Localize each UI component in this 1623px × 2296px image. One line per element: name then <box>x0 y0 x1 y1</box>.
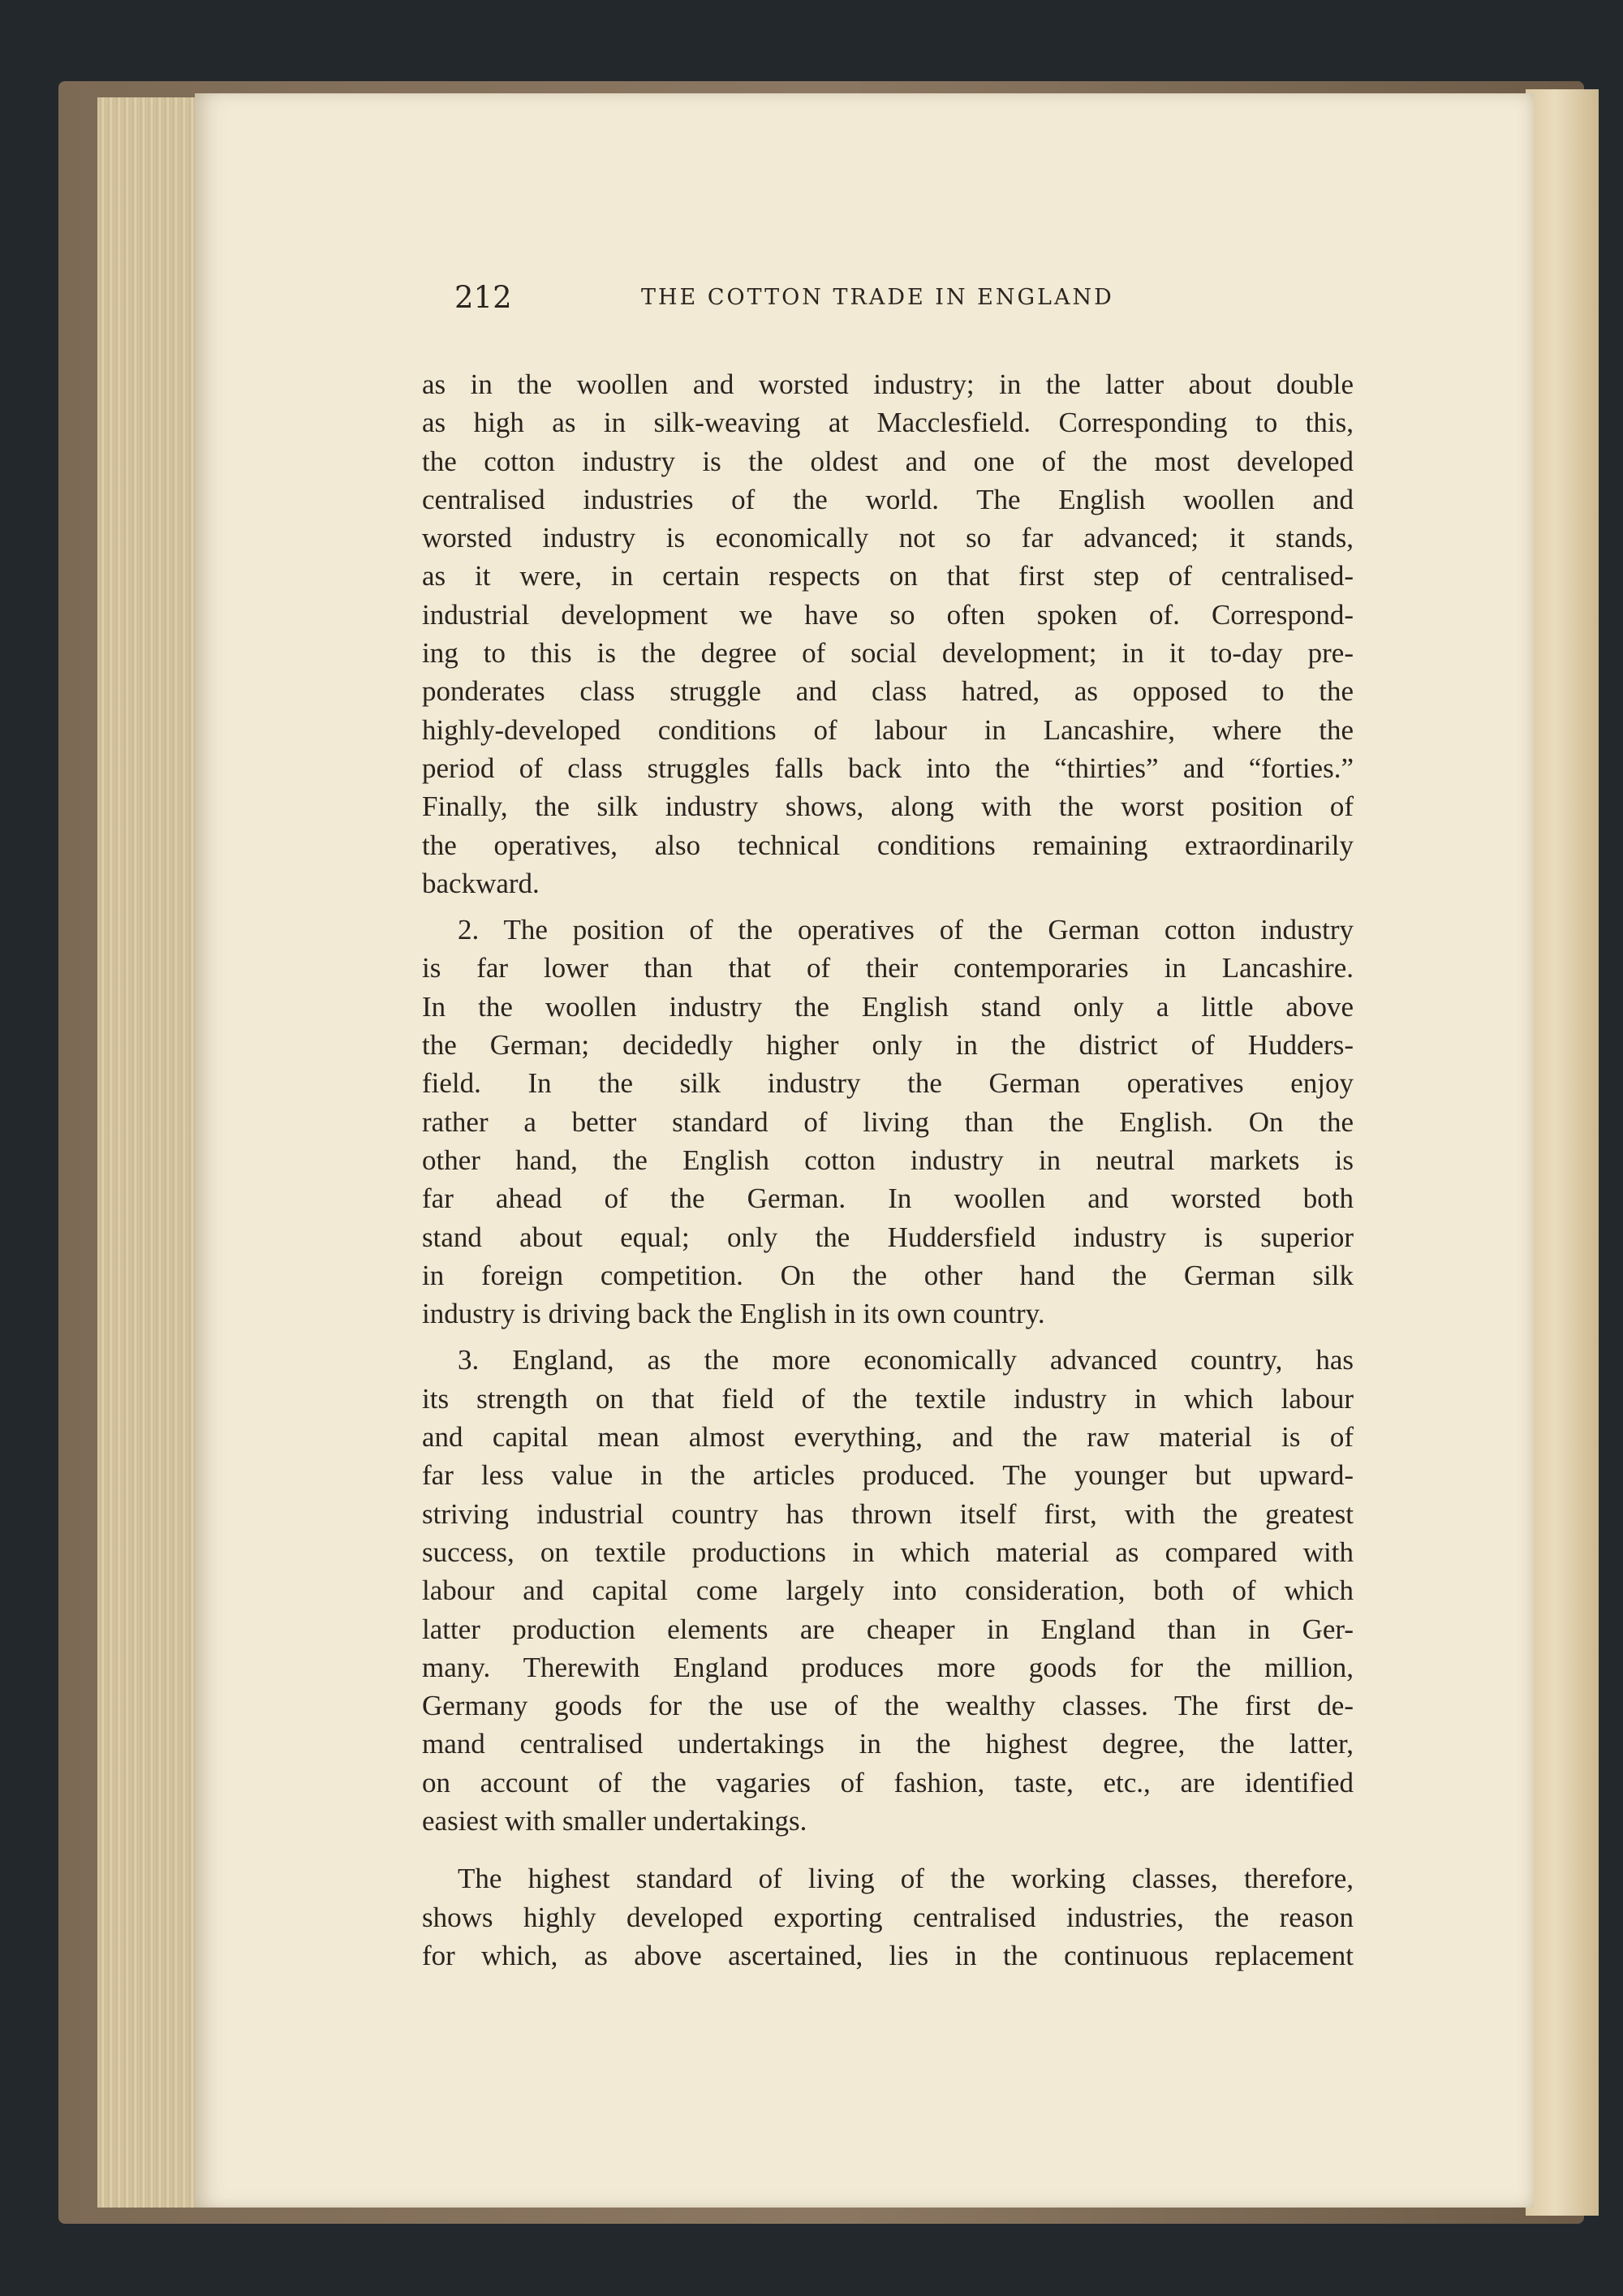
text-line: is far lower than that of their contemporaries in Lancashire. <box>422 952 1354 984</box>
text-line: industry is driving back the English in its own country. <box>422 1298 1045 1330</box>
text-line: rather a better standard of living than the English. On the <box>422 1105 1354 1138</box>
text-line: industrial development we have so often spoken of. Correspond- <box>422 598 1354 631</box>
text-line: shows highly developed exporting centralised industries, the reason <box>422 1901 1354 1933</box>
text-line: the German; decidedly higher only in the district of Hudders- <box>422 1029 1354 1062</box>
paragraph <box>422 1859 1354 1975</box>
text-line: the operatives, also technical conditions remaining extraordinarily <box>422 829 1354 861</box>
text-line: 3. England, as the more economically advanced country, has <box>458 1344 1354 1376</box>
text-line: for which, as above ascertained, lies in the continuous replacement <box>422 1939 1354 1971</box>
text-line: backward. <box>422 867 540 899</box>
running-head <box>454 280 1274 329</box>
text-line: far less value in the articles produced. The younger but upward- <box>422 1459 1354 1492</box>
text-line: on account of the vagaries of fashion, taste, etc., are identified <box>422 1766 1354 1798</box>
page-edges-left <box>97 97 204 2208</box>
text-line: in foreign competition. On the other hand the German silk <box>422 1259 1354 1291</box>
body-text <box>422 365 1354 1975</box>
text-line: as in the woollen and worsted industry; in the latter about double <box>422 368 1354 400</box>
text-line: latter production elements are cheaper in England than in Ger- <box>422 1613 1354 1645</box>
text-line: worsted industry is economically not so far advanced; it stands, <box>422 522 1354 554</box>
page-number: 212 <box>454 280 512 315</box>
text-line: Germany goods for the use of the wealthy classes. The first de- <box>422 1690 1354 1722</box>
text-line: centralised industries of the world. The English woollen and <box>422 483 1354 515</box>
text-line: ponderates class struggle and class hatred, as opposed to the <box>422 675 1354 708</box>
paragraph <box>422 365 1354 902</box>
paragraph <box>422 911 1354 1333</box>
text-line: field. In the silk industry the German operatives enjoy <box>422 1067 1354 1100</box>
text-line: other hand, the English cotton industry in neutral markets is <box>422 1144 1354 1176</box>
text-line: many. Therewith England produces more goods for the million, <box>422 1651 1354 1683</box>
running-title: THE COTTON TRADE IN ENGLAND <box>641 285 1114 310</box>
text-line: as it were, in certain respects on that first step of centralised- <box>422 560 1354 592</box>
text-line: success, on textile productions in which material as compared with <box>422 1536 1354 1568</box>
text-line: mand centralised undertakings in the highest degree, the latter, <box>422 1728 1354 1760</box>
text-line: 2. The position of the operatives of the German cotton industry <box>458 914 1354 946</box>
text-line: far ahead of the German. In woollen and worsted both <box>422 1182 1354 1215</box>
text-line: and capital mean almost everything, and the raw material is of <box>422 1421 1354 1454</box>
text-line: The highest standard of living of the working classes, therefore, <box>458 1863 1354 1895</box>
text-line: labour and capital come largely into consideration, both of which <box>422 1574 1354 1607</box>
text-line: easiest with smaller undertakings. <box>422 1804 807 1837</box>
text-line: In the woollen industry the English stand only a little above <box>422 990 1354 1023</box>
text-line: its strength on that field of the textile industry in which labour <box>422 1382 1354 1415</box>
text-line: stand about equal; only the Huddersfield industry is superior <box>422 1221 1354 1253</box>
text-line: highly-developed conditions of labour in Lancashire, where the <box>422 713 1354 746</box>
text-line: the cotton industry is the oldest and one of the most developed <box>422 445 1354 477</box>
text-line: period of class struggles falls back into the “thirties” and “forties.” <box>422 752 1354 784</box>
text-line: ing to this is the degree of social development; in it to-day pre- <box>422 637 1354 670</box>
page-edges-right <box>1526 89 1599 2216</box>
text-line: as high as in silk-weaving at Macclesfield. Corresponding to this, <box>422 407 1354 439</box>
text-line: Finally, the silk industry shows, along with the worst position of <box>422 790 1354 823</box>
paragraph <box>422 1341 1354 1840</box>
text-line: striving industrial country has thrown itself first, with the greatest <box>422 1497 1354 1530</box>
